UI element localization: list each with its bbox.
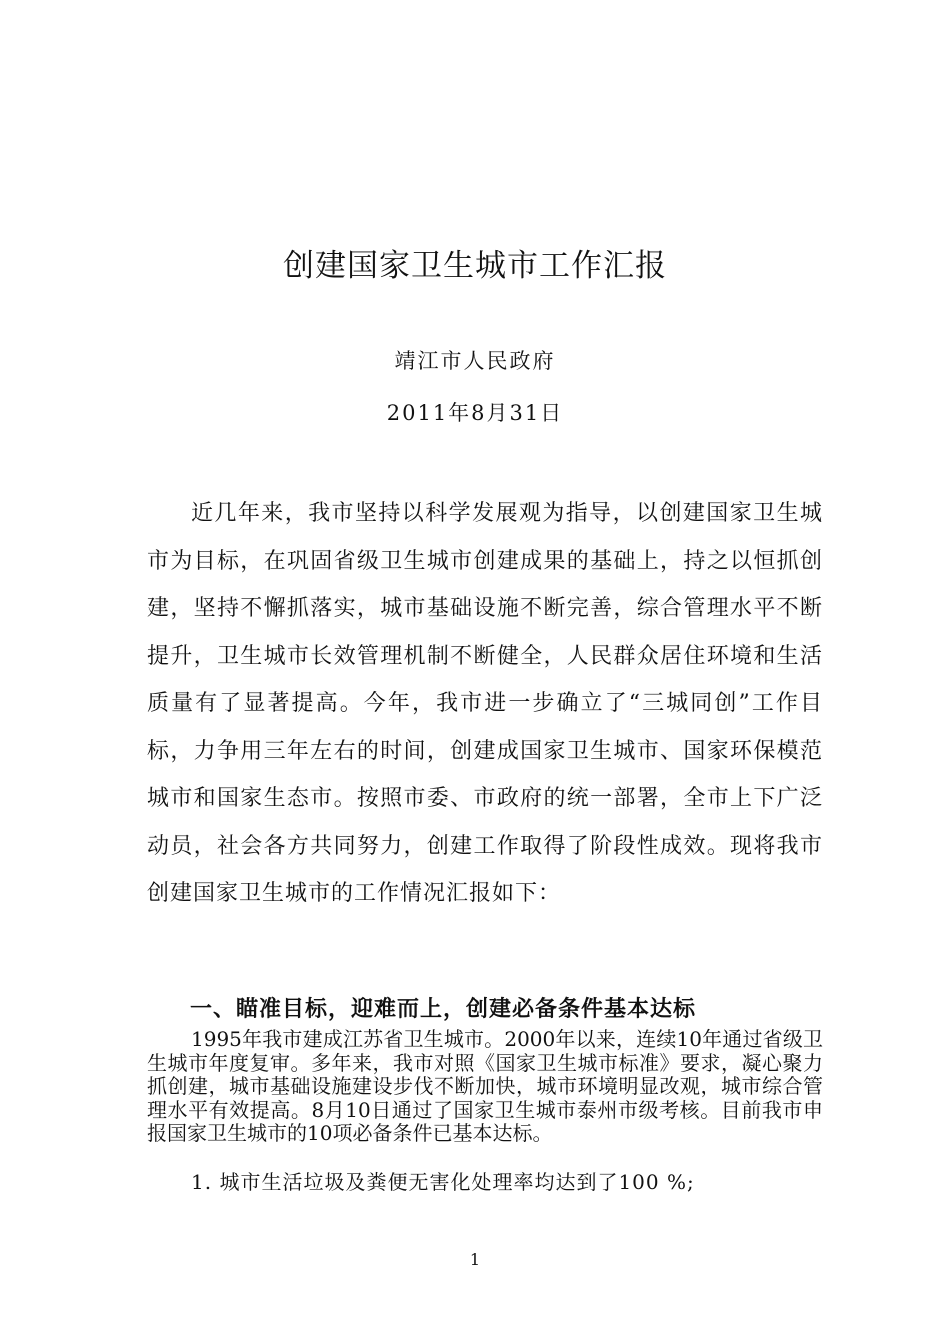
issuing-organization: 靖江市人民政府 bbox=[394, 349, 556, 373]
list-item: 1. 城市生活垃圾及粪便无害化处理率均达到了100 %; bbox=[191, 1170, 695, 1194]
document-title: 创建国家卫生城市工作汇报 bbox=[283, 248, 667, 284]
document-date: 2011年8月31日 bbox=[386, 401, 564, 425]
page-number: 1 bbox=[469, 1250, 481, 1269]
intro-paragraph: 近几年来，我市坚持以科学发展观为指导，以创建国家卫生城市为目标，在巩固省级卫生城市创建成果的基础上，持之以恒抓创建，坚持不懈抓落实，城市基础设施不断完善，综合管理水平不断提升，卫生城市长效管理机制不断健全，人民群众居住环境和生活质量有了显著提高。今年，我市进一步确立了“三城同创”工作目标，力争用三年左右的时间，创建成国家卫生城市、国家环保模范城市和国家生态市。按照市委、市政府的统一部署，全市上下广泛动员，社会各方共同努力，创建工作取得了阶段性成效。现将我市创建国家卫生城市的工作情况汇报如下： bbox=[147, 501, 823, 906]
section-paragraph: 1995年我市建成江苏省卫生城市。2000年以来，连续10年通过省级卫生城市年度复审。多年来，我市对照《国家卫生城市标准》要求，凝心聚力抓创建，城市基础设施建设步伐不断加快，城市环境明显改观，城市综合管理水平有效提高。8月10日通过了国家卫生城市泰州市级考核。目前我市申报国家卫生城市的10项必备条件已基本达标。 bbox=[147, 1027, 823, 1145]
section-heading: 一、瞄准目标，迎难而上，创建必备条件基本达标 bbox=[190, 997, 697, 1022]
